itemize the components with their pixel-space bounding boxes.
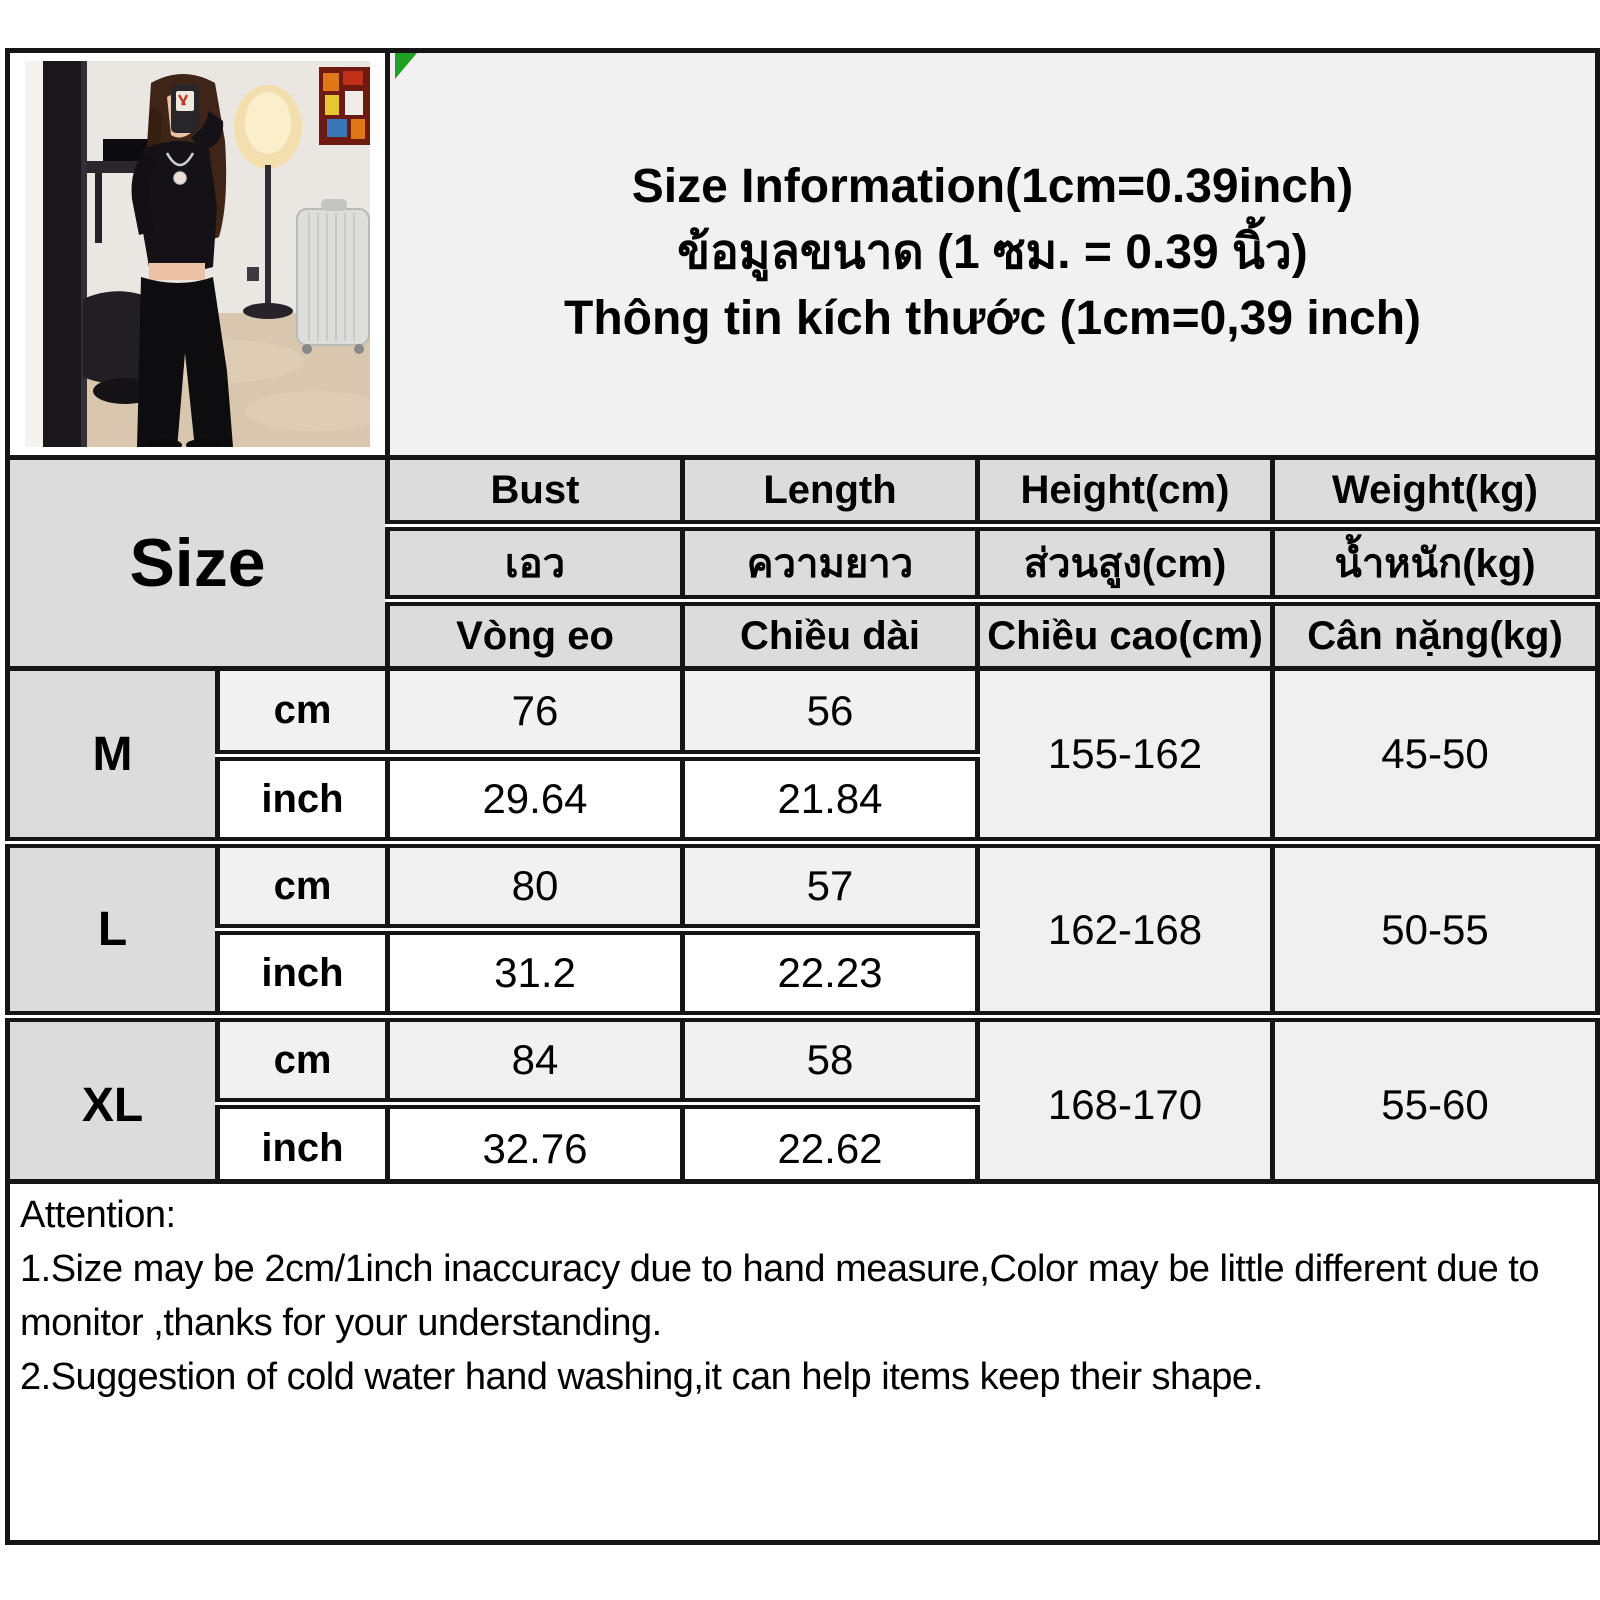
m-bust-cm: 76 (388, 669, 683, 756)
m-height-range: 155-162 (978, 669, 1273, 843)
size-table (5, 48, 1600, 1193)
attention-line-2: 2.Suggestion of cold water hand washing,it can help items keep their shape. (20, 1356, 1263, 1398)
m-bust-inch: 29.64 (388, 756, 683, 843)
col-header-weight-vi: Cân nặng(kg) (1273, 601, 1598, 669)
xl-height-range: 168-170 (978, 1017, 1273, 1191)
l-length-inch: 22.23 (683, 930, 978, 1017)
l-weight-range: 50-55 (1273, 843, 1598, 1017)
xl-bust-inch: 32.76 (388, 1104, 683, 1191)
col-header-bust-th: เอว (388, 526, 683, 601)
title-line-thai: ข้อมูลขนาด (1 ซม. = 0.39 นิ้ว) (677, 226, 1308, 279)
xl-length-inch: 22.62 (683, 1104, 978, 1191)
title-line-english: Size Information(1cm=0.39inch) (631, 160, 1354, 213)
size-row-label-xl: XL (8, 1017, 218, 1191)
title-line-vietnamese: Thông tin kích thước (1cm=0,39 inch) (564, 292, 1422, 345)
unit-label-inch: inch (218, 1104, 388, 1191)
col-header-bust-vi: Vòng eo (388, 601, 683, 669)
attention-line-1: 1.Size may be 2cm/1inch inaccuracy due to hand measure,Color may be little different due to monitor ,thanks for your understanding. (20, 1248, 1539, 1344)
col-header-weight-en: Weight(kg) (1273, 458, 1598, 526)
m-length-inch: 21.84 (683, 756, 978, 843)
l-bust-inch: 31.2 (388, 930, 683, 1017)
xl-bust-cm: 84 (388, 1017, 683, 1104)
product-photo-illustration (25, 61, 370, 447)
product-photo (25, 61, 370, 447)
col-header-length-th: ความยาว (683, 526, 978, 601)
xl-length-cm: 58 (683, 1017, 978, 1104)
col-header-height-en: Height(cm) (978, 458, 1273, 526)
l-height-range: 162-168 (978, 843, 1273, 1017)
l-bust-cm: 80 (388, 843, 683, 930)
col-header-bust-en: Bust (388, 458, 683, 526)
attention-heading: Attention: (20, 1194, 176, 1236)
m-weight-range: 45-50 (1273, 669, 1598, 843)
photo-cell (8, 51, 388, 458)
attention-box (5, 1179, 1600, 1545)
col-header-length-vi: Chiều dài (683, 601, 978, 669)
unit-label-cm: cm (218, 1017, 388, 1104)
size-header-cell: Size (8, 458, 388, 669)
unit-label-cm: cm (218, 843, 388, 930)
unit-label-inch: inch (218, 930, 388, 1017)
unit-label-inch: inch (218, 756, 388, 843)
col-header-height-th: ส่วนสูง(cm) (978, 526, 1273, 601)
unit-label-cm: cm (218, 669, 388, 756)
col-header-length-en: Length (683, 458, 978, 526)
col-header-weight-th: น้ำหนัก(kg) (1273, 526, 1598, 601)
m-length-cm: 56 (683, 669, 978, 756)
xl-weight-range: 55-60 (1273, 1017, 1598, 1191)
size-row-label-l: L (8, 843, 218, 1017)
l-length-cm: 57 (683, 843, 978, 930)
size-row-label-m: M (8, 669, 218, 843)
size-information-title (390, 155, 1595, 351)
col-header-height-vi: Chiều cao(cm) (978, 601, 1273, 669)
title-cell (388, 51, 1598, 458)
